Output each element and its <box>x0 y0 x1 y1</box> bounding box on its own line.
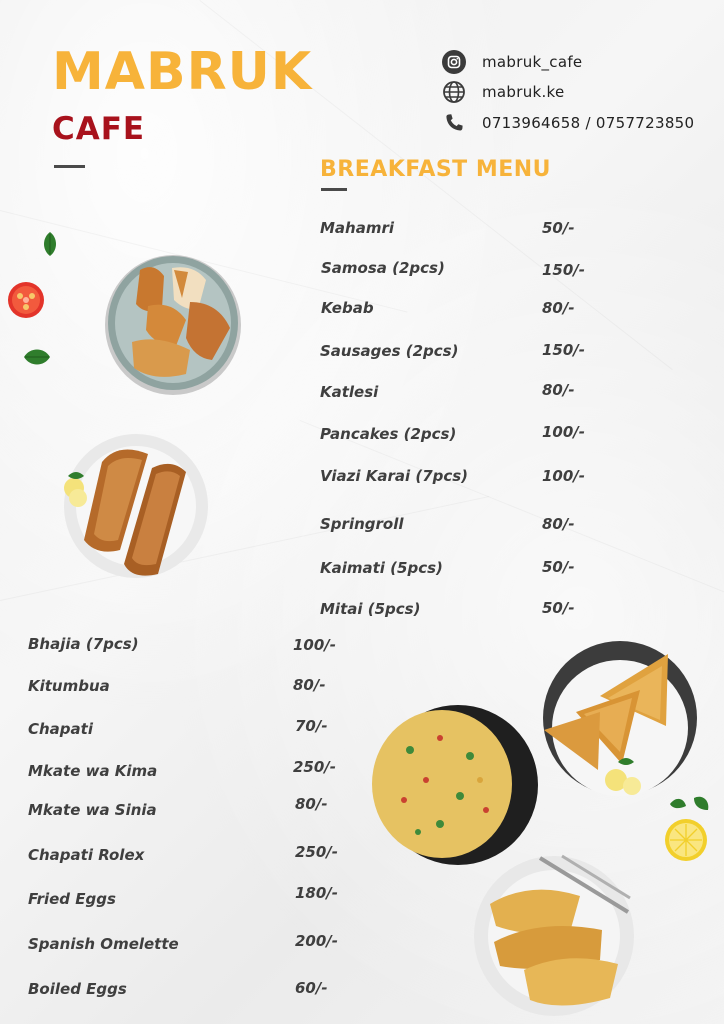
lemon-slice-image <box>664 818 708 862</box>
menu-item-price: 250/- <box>295 843 339 861</box>
website-url[interactable]: mabruk.ke <box>482 83 565 101</box>
menu-item-price: 60/- <box>295 979 328 997</box>
brand-divider <box>54 165 85 168</box>
menu-item-name: Kebab <box>321 299 374 317</box>
globe-icon <box>442 80 466 104</box>
instagram-handle[interactable]: mabruk_cafe <box>482 53 583 71</box>
basil-leaf-image <box>22 345 52 369</box>
contact-instagram[interactable] <box>442 50 582 74</box>
brand-subtitle: CAFE <box>52 111 146 147</box>
menu-item-name: Pancakes (2pcs) <box>320 425 457 443</box>
menu-item-price: 250/- <box>293 758 337 776</box>
contact-website[interactable] <box>442 80 565 104</box>
menu-item-price: 180/- <box>295 884 339 902</box>
menu-item-price: 80/- <box>295 795 328 813</box>
menu-item-name: Mahamri <box>320 219 395 237</box>
chapati-plate-image <box>470 852 638 1018</box>
samosa-plate-image <box>540 640 700 796</box>
kebab-plate-image <box>62 432 210 580</box>
menu-item-name: Viazi Karai (7pcs) <box>320 467 469 485</box>
menu-item-price: 150/- <box>542 341 586 359</box>
menu-item-price: 100/- <box>542 467 586 485</box>
menu-item-name: Mkate wa Sinia <box>28 801 157 819</box>
menu-item-price: 70/- <box>295 717 328 735</box>
basil-leaf-image <box>668 794 712 816</box>
menu-item-name: Boiled Eggs <box>28 980 127 998</box>
menu-item-name: Katlesi <box>320 383 379 401</box>
menu-item-name: Samosa (2pcs) <box>321 259 445 277</box>
contact-phone[interactable] <box>442 111 694 135</box>
menu-item-price: 50/- <box>542 558 575 576</box>
mahamri-plate-image <box>102 250 244 396</box>
menu-item-price: 50/- <box>542 219 575 237</box>
menu-item-price: 100/- <box>542 423 586 441</box>
menu-item-price: 80/- <box>542 515 575 533</box>
menu-item-name: Fried Eggs <box>28 890 116 908</box>
menu-item-name: Springroll <box>320 515 404 533</box>
menu-item-price: 50/- <box>542 599 575 617</box>
menu-item-price: 80/- <box>542 381 575 399</box>
menu-item-name: Chapati <box>28 720 93 738</box>
menu-title-divider <box>321 188 347 191</box>
menu-item-name: Chapati Rolex <box>28 846 145 864</box>
menu-item-name: Kitumbua <box>28 677 110 695</box>
brand-name: MABRUK <box>52 42 313 102</box>
phone-icon <box>442 111 466 135</box>
instagram-icon <box>442 50 466 74</box>
menu-title: BREAKFAST MENU <box>320 157 552 182</box>
menu-item-name: Sausages (2pcs) <box>320 342 459 360</box>
menu-item-name: Mitai (5pcs) <box>320 600 421 618</box>
menu-item-name: Bhajia (7pcs) <box>28 635 139 653</box>
basil-leaf-image <box>38 230 62 258</box>
menu-item-price: 200/- <box>295 932 339 950</box>
menu-item-name: Mkate wa Kima <box>28 762 158 780</box>
menu-item-name: Kaimati (5pcs) <box>320 559 443 577</box>
menu-item-price: 80/- <box>542 299 575 317</box>
menu-item-name: Spanish Omelette <box>28 935 179 953</box>
phone-numbers[interactable]: 0713964658 / 0757723850 <box>482 114 695 132</box>
menu-item-price: 150/- <box>542 261 586 279</box>
tomato-slice-image <box>6 280 46 320</box>
spanish-omelette-image <box>370 700 540 866</box>
menu-item-price: 100/- <box>293 636 337 654</box>
menu-item-price: 80/- <box>293 676 326 694</box>
